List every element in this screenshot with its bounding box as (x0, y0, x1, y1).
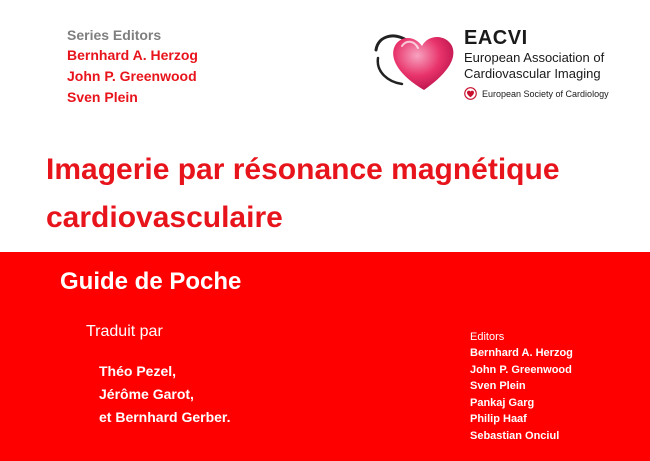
translators-list (99, 360, 231, 429)
esc-affiliation (464, 87, 609, 100)
eacvi-logo (372, 22, 642, 104)
editor-name: Sebastian Onciul (470, 429, 560, 442)
editors-list (470, 329, 573, 444)
translator-name: Théo Pezel, (99, 363, 177, 379)
series-editors (67, 26, 198, 108)
editor-name: Sven Plein (470, 380, 526, 392)
esc-heart-icon (464, 87, 477, 100)
logo-text (464, 26, 609, 100)
editor-name: John P. Greenwood (470, 363, 572, 376)
editor-name: Bernhard A. Herzog (470, 347, 573, 359)
book-title-line1: Imagerie par résonance magnétique (46, 153, 560, 186)
book-title-line2: cardiovasculaire (46, 201, 283, 234)
logo-full-name-line2: Cardiovascular Imaging (464, 66, 601, 81)
series-editor-name: Bernhard A. Herzog (67, 47, 198, 63)
logo-acronym: EACVI (464, 27, 528, 49)
translator-name: et Bernhard Gerber. (99, 409, 231, 425)
translator-name: Jérôme Garot, (99, 386, 194, 402)
esc-label: European Society of Cardiology (482, 88, 609, 99)
editor-name: Pankaj Garg (470, 396, 535, 409)
translated-by-heading: Traduit par (86, 323, 163, 340)
editor-name: Philip Haaf (470, 413, 527, 425)
series-editor-name: Sven Plein (67, 89, 138, 105)
series-editors-heading: Series Editors (67, 27, 162, 43)
logo-full-name-line1: European Association of (464, 50, 605, 65)
book-subtitle: Guide de Poche (60, 268, 242, 295)
heart-logo-icon (372, 28, 460, 94)
series-editor-name: John P. Greenwood (67, 68, 197, 84)
editors-heading: Editors (470, 331, 505, 343)
book-title (46, 146, 636, 242)
